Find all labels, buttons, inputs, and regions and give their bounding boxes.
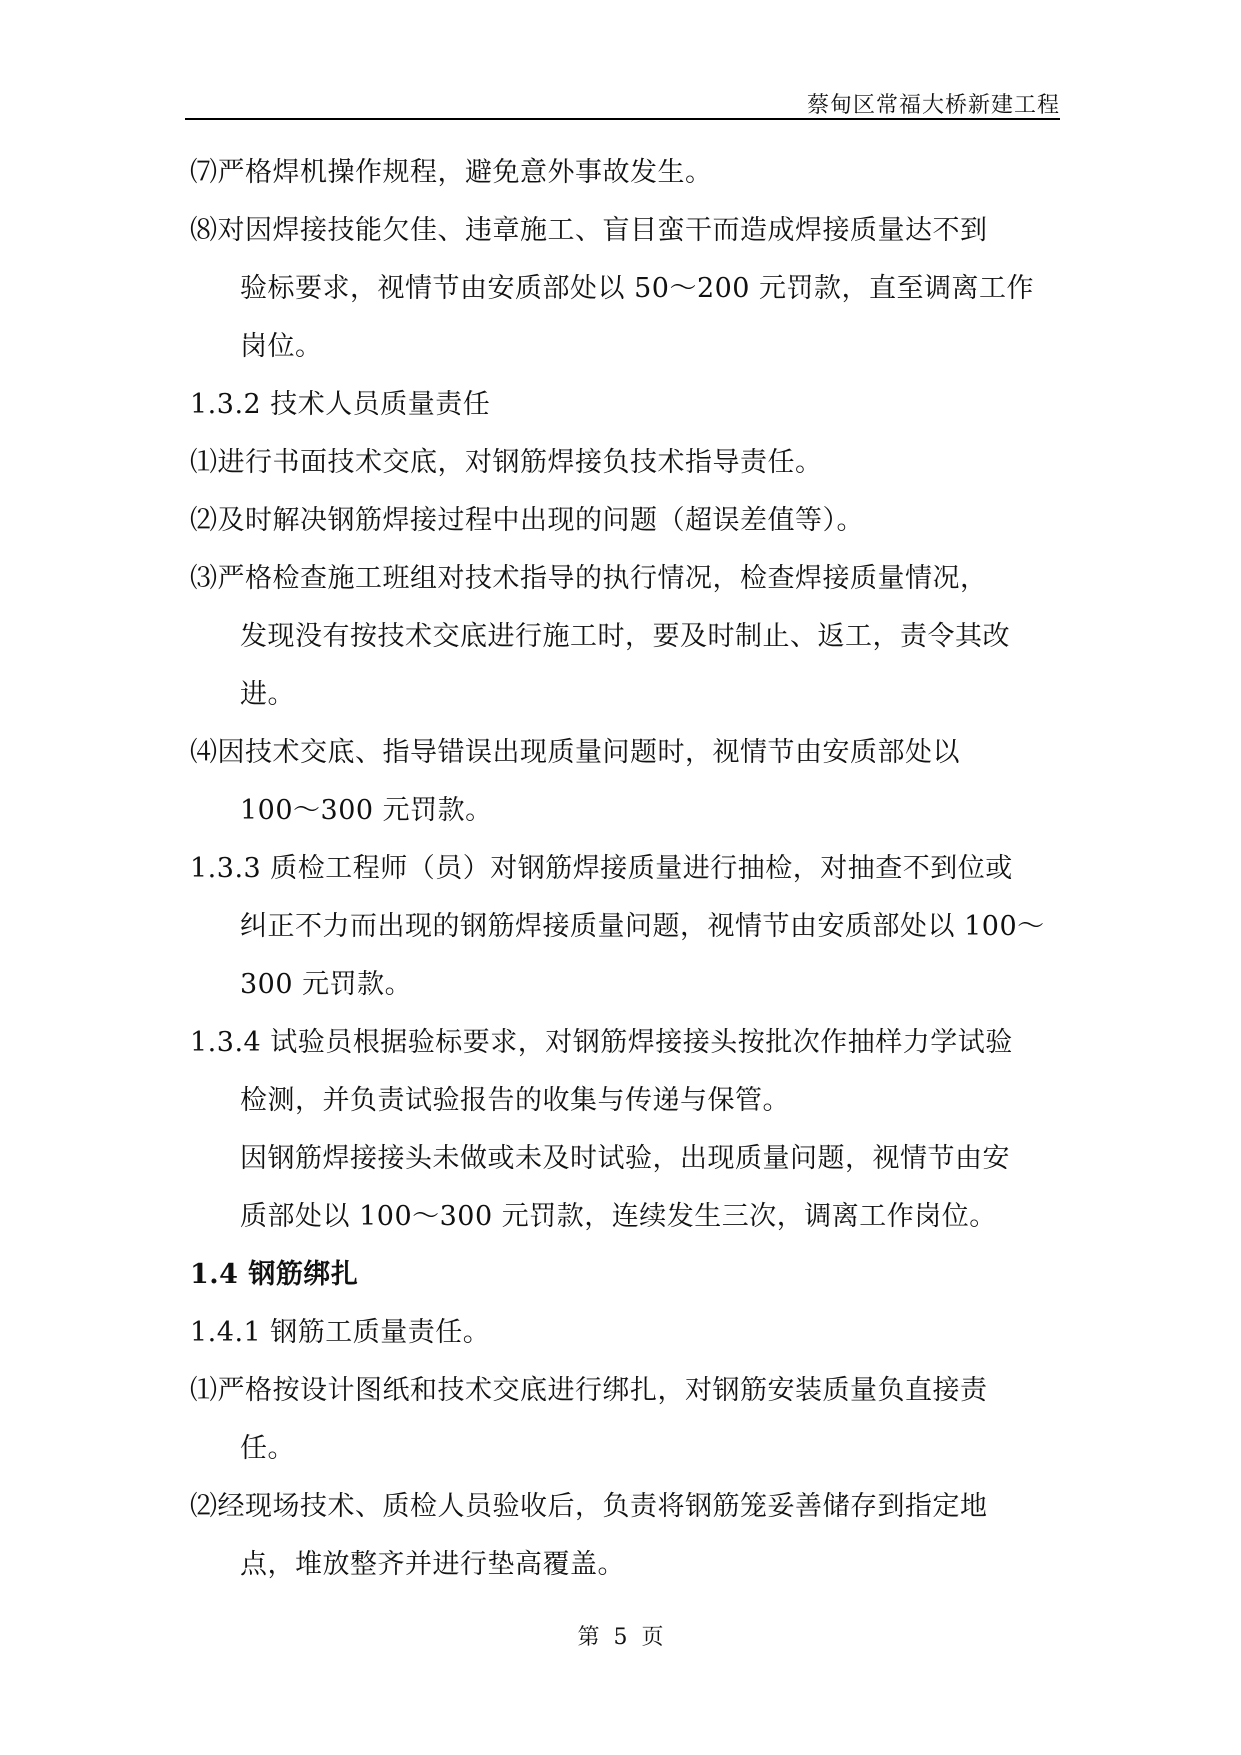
item-3-line-1: ⑶严格检查施工班组对技术指导的执行情况，检查焊接质量情况， [190,563,988,594]
section-1-4-1-heading: 1.4.1 钢筋工质量责任。 [190,1317,491,1348]
binding-item-1-line-1: ⑴严格按设计图纸和技术交底进行绑扎，对钢筋安装质量负直接责 [190,1375,988,1406]
binding-item-2-line-1: ⑵经现场技术、质检人员验收后，负责将钢筋笼妥善储存到指定地 [190,1491,988,1522]
item-3-line-2: 发现没有按技术交底进行施工时，要及时制止、返工，责令其改 [240,621,1010,652]
document-body [190,144,1070,1594]
item-4-line-1: ⑷因技术交底、指导错误出现质量问题时，视情节由安质部处以 [190,737,960,768]
header-divider [185,118,1060,120]
section-1-3-4-line-4: 质部处以 100～300 元罚款，连续发生三次，调离工作岗位。 [240,1201,997,1232]
page-header [185,84,1060,120]
section-1-3-3-line-3: 300 元罚款。 [240,969,413,1000]
section-1-3-4-line-3: 因钢筋焊接接头未做或未及时试验，出现质量问题，视情节由安 [240,1143,1010,1174]
binding-item-1-line-2: 任。 [240,1433,295,1464]
section-1-4-heading: 1.4 钢筋绑扎 [190,1259,359,1290]
item-8-line-2: 验标要求，视情节由安质部处以 50～200 元罚款，直至调离工作 [240,273,1035,304]
section-1-3-3-line-1: 1.3.3 质检工程师（员）对钢筋焊接质量进行抽检，对抽查不到位或 [190,853,1013,884]
item-4-line-2: 100～300 元罚款。 [240,795,493,826]
item-8-line-3: 岗位。 [240,331,323,362]
item-8-line-1: ⑻对因焊接技能欠佳、违章施工、盲目蛮干而造成焊接质量达不到 [190,215,988,246]
section-1-3-3-line-2: 纠正不力而出现的钢筋焊接质量问题，视情节由安质部处以 100～ [240,911,1045,942]
section-1-3-4-line-1: 1.3.4 试验员根据验标要求，对钢筋焊接接头按批次作抽样力学试验 [190,1027,1013,1058]
section-1-3-2-heading: 1.3.2 技术人员质量责任 [190,389,491,420]
item-2-line: ⑵及时解决钢筋焊接过程中出现的问题（超误差值等）。 [190,505,864,536]
item-3-line-3: 进。 [240,679,295,710]
item-7-line: ⑺严格焊机操作规程，避免意外事故发生。 [190,157,713,188]
page-number: 第 5 页 [577,1625,664,1650]
item-1-line: ⑴进行书面技术交底，对钢筋焊接负技术指导责任。 [190,447,823,478]
binding-item-2-line-2: 点，堆放整齐并进行垫高覆盖。 [240,1549,625,1580]
section-1-3-4-line-2: 检测，并负责试验报告的收集与传递与保管。 [240,1085,790,1116]
document-title: 蔡甸区常福大桥新建工程 [806,93,1060,118]
